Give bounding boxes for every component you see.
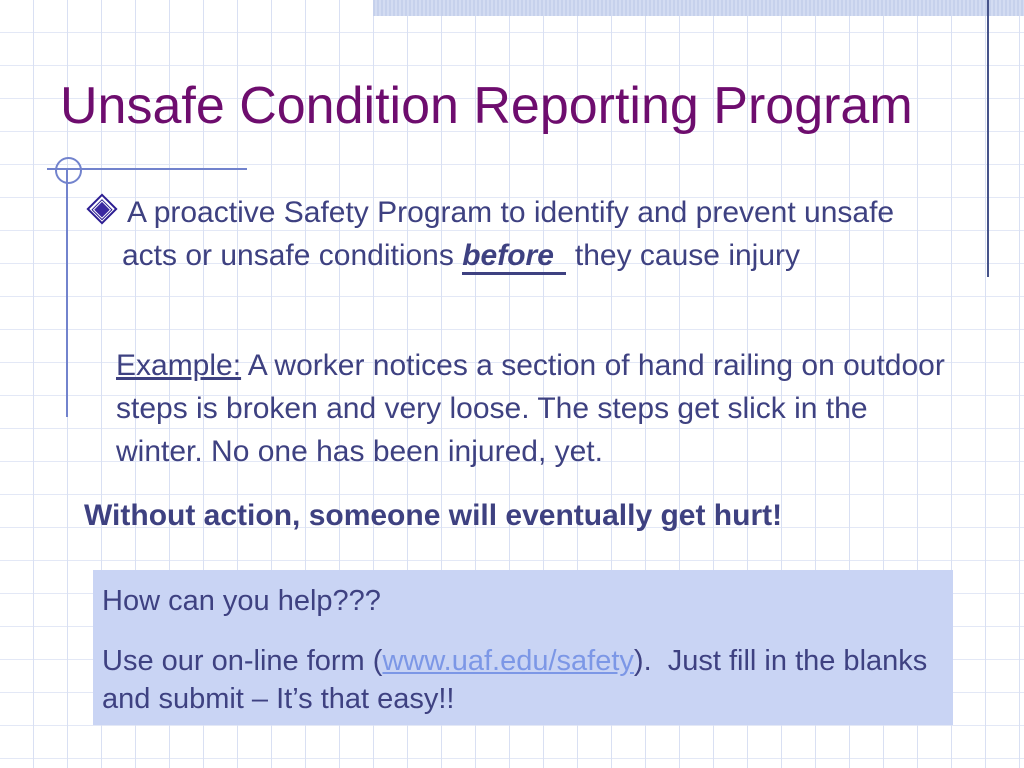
help-box-text-pre: Use our on-line form (: [102, 645, 383, 677]
diamond-bullet-icon: [86, 193, 117, 224]
compass-circle-icon: [55, 157, 82, 184]
right-edge-rule: [987, 0, 989, 277]
top-banner-strip: [373, 0, 1024, 16]
help-box-heading: How can you help???: [102, 585, 381, 617]
safety-form-link[interactable]: www.uaf.edu/safety: [382, 645, 634, 677]
help-box-body: [102, 642, 933, 718]
help-box-text-post: ). Just fill in the blanks and submit – It’s that easy!!: [102, 645, 928, 715]
bullet-text-post: they cause injury: [574, 239, 801, 272]
diamond-bullet-core: [94, 201, 110, 217]
example-label: Example:: [116, 349, 242, 382]
example-paragraph: [116, 344, 946, 473]
bullet-text-pre: A proactive Safety Program to identify and prevent unsafe acts or unsafe conditions: [122, 196, 895, 272]
help-box: [93, 570, 953, 725]
slide-title: Unsafe Condition Reporting Program: [60, 77, 913, 135]
bullet-text-emphasis: before: [462, 239, 566, 275]
warning-statement: Without action, someone will eventually get hurt!: [84, 499, 783, 532]
example-text: A worker notices a section of hand railing on outdoor steps is broken and very loose. The steps get slick in the winter. No one has been injured, yet.: [116, 349, 945, 468]
left-edge-rule: [66, 170, 68, 417]
bullet-paragraph: [122, 191, 922, 277]
